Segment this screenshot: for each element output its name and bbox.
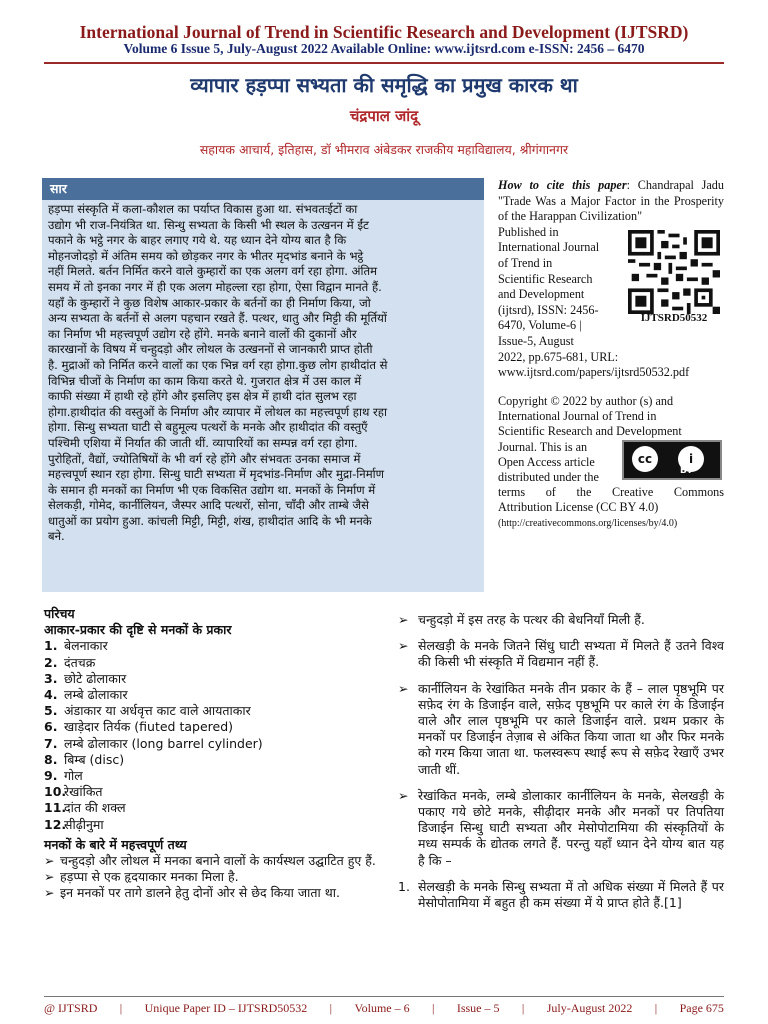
copyright-line: Scientific Research and Development <box>498 424 682 439</box>
page-footer <box>44 1001 724 1016</box>
cc-license-badge[interactable] <box>622 440 722 480</box>
citation-published-line: and Development <box>498 287 585 302</box>
footer-sep: | <box>432 1001 435 1015</box>
abstract-line: पुरोहितों, वैद्यों, ज्योतिषियों के भी वर्ग रहे होंगे और संभवतः उनका समाज में <box>48 451 361 466</box>
abstract-line: अन्य सभ्यता के बर्तनों से अलग पहचान रखते हैं. पत्थर, धातु और मिट्टी की मूर्तियों <box>48 311 387 326</box>
list-item: 10. रेखांकित <box>44 784 103 800</box>
citation-published-line: of Trend in <box>498 255 553 270</box>
citation-published-line: 6470, Volume-6 | <box>498 318 582 333</box>
journal-title: International Journal of Trend in Scientific Research and Development (IJTSRD) <box>79 22 689 42</box>
footer-divider <box>44 996 724 997</box>
citation-published-line: Published in <box>498 224 559 239</box>
abstract-line: धातुओं का प्रयोग हुआ. कांचली मिट्टी, मिट्टी, शंख, हाथीदांत आदि के भी मनके <box>48 513 372 528</box>
footer-sep: | <box>119 1001 123 1015</box>
list-item: ➢ हड़प्पा से एक हृदयाकार मनका मिला है. <box>44 869 239 885</box>
copyright-line: terms of the Creative Commons <box>498 485 724 500</box>
list-item: ➢ चन्हुदड़ो में इस तरह के पत्थर की बेधनियाँ मिली हैं. <box>398 612 645 627</box>
header-divider <box>44 62 724 64</box>
abstract-line: है. मुद्राओं को निर्मित करने वालों का एक भिन्न वर्ग रहा होगा.कुछ लोग हाथीदांत से <box>48 357 388 372</box>
copyright-line: Open Access article <box>498 454 595 469</box>
intro-heading: परिचय <box>44 606 75 621</box>
abstract-line: उद्योग भी राज-नियंत्रित था. सिन्धु सभ्यता के किसी भी स्थल के उत्खनन में ईंट <box>48 217 369 232</box>
abstract-line: मोहनजोदड़ो में अंतिम समय को छोड़कर नगर के भीतर मृदभांड बनाने के भट्ठे <box>48 248 364 263</box>
abstract-line: काफी संख्या में हाथी रहे होंगे और इसलिए इस क्षेत्र में हाथी दांत सुलभ रहा <box>48 389 357 404</box>
footer-paper-id: Unique Paper ID – IJTSRD50532 <box>144 1001 308 1015</box>
bead-facts-heading: मनकों के बारे में महत्त्वपूर्ण तथ्य <box>44 836 187 852</box>
list-item: ➢ चन्हुदड़ो और लोथल में मनका बनाने वालों के कार्यस्थल उद्घाटित हुए हैं. <box>44 853 376 869</box>
cc-by-label: BY <box>680 466 693 476</box>
abstract-line: नहीं मिलते. बर्तन निर्मित करने वाले कुम्हारों का एक अलग वर्ग रहा होगा. अंतिम <box>48 264 378 279</box>
list-item: 1. सेलखड़ी के मनके सिन्धु सभ्यता में तो अधिक संख्या में मिलते हैं पर मेसोपोतामिया में बहुत ही कम संख्या में ये प्राप्त होते हैं.[1] <box>398 878 724 911</box>
abstract-body <box>42 200 484 545</box>
bead-types-list <box>44 638 396 832</box>
list-item: ➢ इन मनकों पर तागे डालने हेतु दोनों ओर से छेद किया जाता था. <box>44 885 340 901</box>
abstract-heading: सार <box>42 178 484 200</box>
abstract-line: यहाँ के कुम्हारों ने कुछ विशेष आकार-प्रकार के बर्तनों का ही निर्माण किया, जो <box>48 295 371 310</box>
left-column <box>44 606 396 902</box>
list-item: 9. गोल <box>44 768 83 784</box>
abstract-line: समय में तो इनका नगर में ही एक अलग मोहल्ला रहा होगा, ऐसा विद्वान मानते हैं. <box>48 279 382 294</box>
paper-title: व्यापार हड़प्पा सभ्यता की समृद्धि का प्रमुख कारक था <box>190 73 578 97</box>
abstract-line: पश्चिमी एशिया में निर्यात की जाती थीं. व्यापारियों का सम्पन्न वर्ग रहा होगा. <box>48 435 358 450</box>
citation-published-line: 2022, pp.675-681, URL: <box>498 349 619 364</box>
footer-sep: | <box>329 1001 333 1015</box>
list-item: 2. दंतचक्र <box>44 654 96 670</box>
abstract-line: महत्त्वपूर्ण स्थान रहा होगा. सिन्धु घाटी सभ्यता में मृदभांड-निर्माण और मुद्रा-निर्माण <box>48 467 385 482</box>
footer-page: Page 675 <box>679 1001 724 1015</box>
abstract-line: हड़प्पा संस्कृति में कला-कौशल का पर्याप्त विकास हुआ था. संभवतःईटों का <box>48 202 358 216</box>
copyright-line: distributed under the <box>498 470 599 485</box>
copyright-line: Journal. This is an <box>498 439 588 454</box>
license-url[interactable]: (http://creativecommons.org/licenses/by/4.0) <box>498 517 678 529</box>
list-item: ➢ रेखांकित मनके, लम्बे डोलाकार कार्नीलियन के मनके, सेलखड़ी के पकाए गये छोटे मनके, सीढ़ीदार मनके और मनकों पर तिपतिया डिजाईन सिन्धु घाटी सभ्यता और मेसोपोटामिया की संस्कृतियों के मध्य सम्पर्क के द्योतक लगते हैं. परन्तु यहाँ ध्यान देने योग्य बात यह है कि – <box>398 787 724 868</box>
abstract-line: कारखानों के विषय में चन्हुदड़ो और लोथल के उत्खननों से जानकारी प्राप्त होती <box>48 342 373 357</box>
author-affiliation: सहायक आचार्य, इतिहास, डॉ भीमराव अंबेडकर राजकीय महाविद्यालय, श्रीगंगानगर <box>199 142 569 157</box>
abstract-line: होगा. सिन्धु सभ्यता घाटी से बहुमूल्य पत्थरों के मनके और हाथीदांत की वस्तुएँ <box>48 420 368 435</box>
list-item: ➢ कार्नीलियन के रेखांकित मनके तीन प्रकार के हैं – लाल पृष्ठभूमि पर सफ़ेद रंग के डिजाईन वाले, सफ़ेद पृष्ठभूमि पर काले रंग के डिजाईन वाले और लाल पृष्ठभूमि पर काले डिजाईन वाले. प्रथम प्रकार के मनकों पर डिजाईन तेज़ाब से अंकित किया जाता था और फिर मनके को गरम किया जाता था. फलस्वरूप स्थाई रूप से सफ़ेद रेखाएँ उभर जाती थीं. <box>398 680 724 777</box>
list-item: 4. लम्बे ढोलाकार <box>44 687 128 703</box>
bead-facts-list <box>44 853 396 902</box>
list-item: 1. बेलनाकार <box>44 638 108 654</box>
list-item: 8. बिम्ब (disc) <box>44 751 125 767</box>
citation-published-line: (ijtsrd), ISSN: 2456- <box>498 302 599 317</box>
abstract-line: होगा.हाथीदांत की वस्तुओं के निर्माण और व्यापार में लोथल का महत्त्वपूर्ण हाथ रहा <box>48 404 387 419</box>
qr-code-icon <box>628 230 720 314</box>
attribution-icon: i <box>678 446 704 472</box>
footer-sep: | <box>654 1001 658 1015</box>
list-item: 6. खाड़ेदार तिर्यक (fiuted tapered) <box>44 719 234 735</box>
right-column <box>398 612 724 921</box>
footer-org: @ IJTSRD <box>44 1001 98 1015</box>
list-item: ➢ सेलखड़ी के मनके जितने सिंधु घाटी सभ्यता में मिलते हैं उतने विश्व की किसी भी संस्कृति में विद्यमान नहीं हैं. <box>398 638 724 670</box>
bead-types-heading: आकार-प्रकार की दृष्टि से मनकों के प्रकार <box>44 622 232 638</box>
abstract-line: बने. <box>48 529 65 544</box>
abstract-line: विभिन्न चीजों के निर्माण का काम किया करते थे. गुजरात क्षेत्र में उस काल में <box>48 373 362 388</box>
citation-published-line: International Journal <box>498 240 600 255</box>
issue-line: Volume 6 Issue 5, July-August 2022 Available Online: www.ijtsrd.com e-ISSN: 2456 – 6470 <box>123 41 645 56</box>
list-item: 12. सीढ़ीनुमा <box>44 816 104 832</box>
abstract-line: पकाने के भट्ठे नगर के बाहर लगाए गये थे. यह ध्यान देने योग्य बात है कि <box>48 233 347 248</box>
abstract-line: के समान ही मनकों का निर्माण भी एक विकसित उद्योग था. मनकों के निर्माण में <box>48 482 376 497</box>
citation-published-line: Issue-5, August <box>498 333 574 348</box>
list-item: 11. दांत की शक्ल <box>44 800 126 816</box>
list-item: 3. छोटे ढोलाकार <box>44 670 127 686</box>
list-item: 7. लम्बे ढोलाकार (long barrel cylinder) <box>44 735 263 751</box>
citation-url[interactable]: www.ijtsrd.com/papers/ijtsrd50532.pdf <box>498 365 690 380</box>
citation-published-line: Scientific Research <box>498 271 593 286</box>
author-name: चंद्रपाल जांदू <box>349 107 419 125</box>
footer-volume: Volume – 6 <box>354 1001 410 1015</box>
abstract-box <box>42 178 484 592</box>
cc-icon: cc <box>632 446 658 472</box>
footer-issue: Issue – 5 <box>456 1001 500 1015</box>
copyright-line: Copyright © 2022 by author (s) and <box>498 394 674 408</box>
list-item: 5. अंडाकार या अर्धवृत्त काट वाले आयताकार <box>44 703 251 719</box>
copyright-line: International Journal of Trend in <box>498 409 657 424</box>
qr-label: IJTSRD50532 <box>640 312 708 324</box>
copyright-line: Attribution License (CC BY 4.0) <box>498 500 659 515</box>
citation-text: : Chandrapal Jadu "Trade Was a Major Factor in the Prosperity of the Harappan Civilization" <box>498 178 724 224</box>
footer-date: July-August 2022 <box>546 1001 633 1015</box>
footer-sep: | <box>521 1001 525 1015</box>
abstract-line: का निर्माण भी महत्त्वपूर्ण उद्योग रहे होंगे. मनके बनाने वालों की दुकानों और <box>48 326 357 341</box>
abstract-line: सेलकड़ी, गोमेद, कार्नीलियन, जैस्पर आदि पत्थरों, सोना, चाँदी और ताम्बे जैसे <box>48 498 369 513</box>
citation-label: How to cite this paper <box>498 178 627 192</box>
